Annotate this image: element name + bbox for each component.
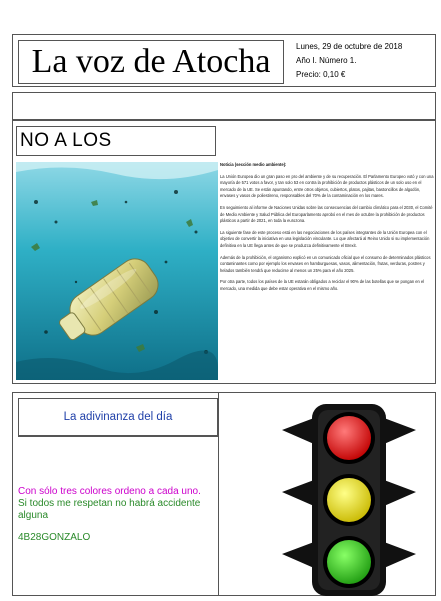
riddle-divider xyxy=(218,392,219,596)
issue-number: Año I. Número 1. xyxy=(296,56,357,65)
article-paragraph: Además de la prohibición, el organismo explicó en un comunicado oficial que el consumo de determinados plásticos contaminantes como por ejemplo los envases en hamburguesas, vasos, alimentación, frutas, verduras, postres y helados también tendrá que reducirse al menos un 25% para el año 2025. xyxy=(220,254,431,273)
article-headline: NO A LOS xyxy=(20,130,112,151)
article-paragraph: La siguiente fase de este proceso está en las negociaciones de los países integrantes de la Unión Europea con el objetivo de convertir la iniciativa en una legislación vinculante. Lo que afectará al Reino Unido si su implementación definitiva en la UE llega antes de que se produzca definitivamente el Brexit. xyxy=(220,229,430,248)
riddle-question: Con sólo tres colores ordeno a cada uno. xyxy=(18,486,201,497)
article-paragraph: La Unión Europea dio un gran paso en pro del ambiente y de su recuperación. El Parlamento Europeo votó y con una mayoría de 571 votos a favor, y tan solo 53 en contra la prohibición de productos plásticos de un solo uso en el mercado de la UE. Se están apuntando, entre otros objetos, cubiertos, platos, pajitas, bastoncillos de algodón, envases y vasos de poliestireno, responsables del 70% de la contaminación en los mares. xyxy=(220,173,434,199)
traffic-light-image xyxy=(274,400,424,596)
riddle-author: 4B28GONZALO xyxy=(18,532,91,543)
article-body xyxy=(220,162,434,380)
masthead-meta xyxy=(296,40,436,82)
issue-date: Lunes, 29 de octubre de 2018 xyxy=(296,42,403,51)
riddle-answer-hint: Si todos me respetan no habrá accidente alguna xyxy=(18,498,201,521)
riddle-rule xyxy=(18,436,218,437)
plastic-bottle-underwater-image xyxy=(16,162,218,380)
article-paragraph: Por otra parte, todos los países de la UE estarán obligados a reciclar el 90% de las botellas que se pongan en el mercado, una medida que debe estar operativa en el mismo año. xyxy=(220,279,425,291)
article-paragraph: En seguimiento al informe de Naciones Unidas sobre las consecuencias del cambio climático para el 2030, el Comité de Medio Ambiente y Salud Pública del Europarlamento aprobó en el mes de octubre la prohibición de productos plásticos a partir de 2021, en toda la eurozona. xyxy=(220,204,433,224)
underwater-photo-svg xyxy=(16,162,218,380)
issue-price: Precio: 0,10 € xyxy=(296,70,346,79)
article-section-label: Noticia (sección medio ambiente): xyxy=(220,162,287,167)
traffic-light-svg xyxy=(274,400,424,596)
riddle-title: La adivinanza del día xyxy=(63,411,173,423)
newspaper-title: La voz de Atocha xyxy=(31,43,271,80)
masthead-strip xyxy=(12,92,436,120)
